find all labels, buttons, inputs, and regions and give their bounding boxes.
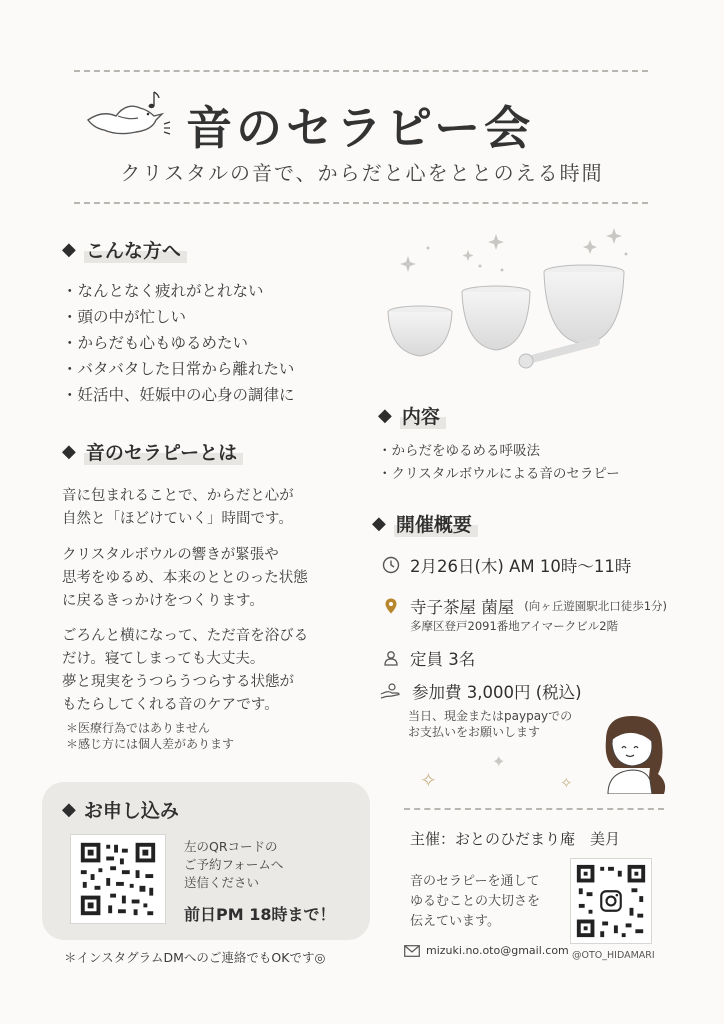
apply-footnote: ＊インスタグラムDMへのご連絡でもOKです◎: [64, 950, 326, 965]
hand-coin-icon: [380, 682, 402, 700]
event-fee: 参加費 3,000円 (税込): [380, 679, 582, 703]
instagram-qr-code[interactable]: [570, 858, 652, 944]
mail-icon: [404, 945, 420, 957]
about-paragraph-3: ごろんと横になって、ただ音を浴びる だけ。寝てしまっても大丈夫。 夢と現実をうつらうつらする状態が もたらしてくれる音のケアです。: [62, 628, 309, 713]
clock-icon: [382, 556, 400, 574]
section-heading-overview: ◆ 開催概要: [372, 510, 478, 537]
sparkle-icon: ✧: [420, 768, 437, 792]
location-pin-icon: [382, 597, 400, 615]
list-item: ・バタバタした日常から離れたい: [62, 360, 295, 378]
top-divider: [74, 70, 648, 72]
list-item: ・頭の中が忙しい: [62, 308, 187, 326]
list-item: ・からだも心もゆるめたい: [62, 334, 249, 352]
diamond-icon: ◆: [372, 513, 386, 534]
girl-illustration: [598, 710, 674, 794]
diamond-icon: ◆: [62, 799, 76, 820]
instagram-handle: @OTO_HIDAMARI: [572, 950, 655, 961]
target-list: [62, 278, 295, 408]
diamond-icon: ◆: [378, 405, 392, 426]
about-paragraph-2: クリスタルボウルの響きが緊張や 思考をゆるめ、本来のととのった状態 に戻るきっかけをつくります。: [62, 547, 308, 609]
section-heading-apply: ◆ お申し込み: [62, 799, 179, 822]
apply-instructions: 左のQRコードの ご予約フォームへ 送信ください: [184, 839, 284, 890]
event-datetime: 2月26日(木) AM 10時〜11時: [382, 553, 631, 577]
diamond-icon: ◆: [62, 239, 76, 260]
sparkle-icon: ✦: [492, 752, 506, 771]
organizer-email[interactable]: mizuki.no.oto@gmail.com: [404, 944, 569, 957]
crystal-bowls-illustration: [368, 220, 682, 390]
page-title: 音のセラピー会: [186, 101, 535, 155]
bird-icon: [82, 86, 172, 142]
sparkle-icon: ✧: [560, 774, 573, 792]
list-item: ・クリスタルボウルによる音のセラピー: [378, 466, 620, 482]
list-item: ・なんとなく疲れがとれない: [62, 282, 264, 300]
reservation-qr-code[interactable]: [70, 834, 166, 924]
payment-note: 当日、現金またはpaypayでの お支払いをお願いします: [408, 709, 573, 739]
diamond-icon: ◆: [62, 441, 76, 462]
event-venue: 寺子茶屋 菌屋 (向ヶ丘遊園駅北口徒歩1分): [382, 594, 667, 618]
page-subtitle: クリスタルの音で、からだと心をととのえる時間: [120, 161, 604, 185]
content-list: [378, 440, 620, 486]
list-item: ・妊活中、妊娠中の心身の調律に: [62, 386, 295, 404]
section-heading-content: ◆ 内容: [378, 402, 446, 429]
about-notes: ＊医療行為ではありません ＊感じ方には個人差があります: [66, 721, 235, 751]
apply-deadline: 前日PM 18時まで！: [184, 905, 336, 924]
person-icon: [382, 649, 400, 667]
organizer-divider: [404, 808, 664, 810]
list-item: ・からだをゆるめる呼吸法: [378, 443, 540, 459]
header-divider: [74, 202, 648, 204]
venue-address: 多摩区登戸2091番地アイマークビル2階: [410, 619, 619, 633]
organizer-message: 音のセラピーを通して ゆるむことの大切さを 伝えています。: [410, 874, 541, 929]
event-capacity: 定員 3名: [382, 646, 475, 670]
section-heading-target: ◆ こんな方へ: [62, 236, 187, 263]
section-heading-about: ◆ 音のセラピーとは: [62, 438, 243, 465]
organizer-name: 主催：おとのひだまり庵 美月: [410, 830, 621, 848]
about-paragraph-1: 音に包まれることで、からだと心が 自然と「ほどけていく」時間です。: [62, 488, 294, 527]
